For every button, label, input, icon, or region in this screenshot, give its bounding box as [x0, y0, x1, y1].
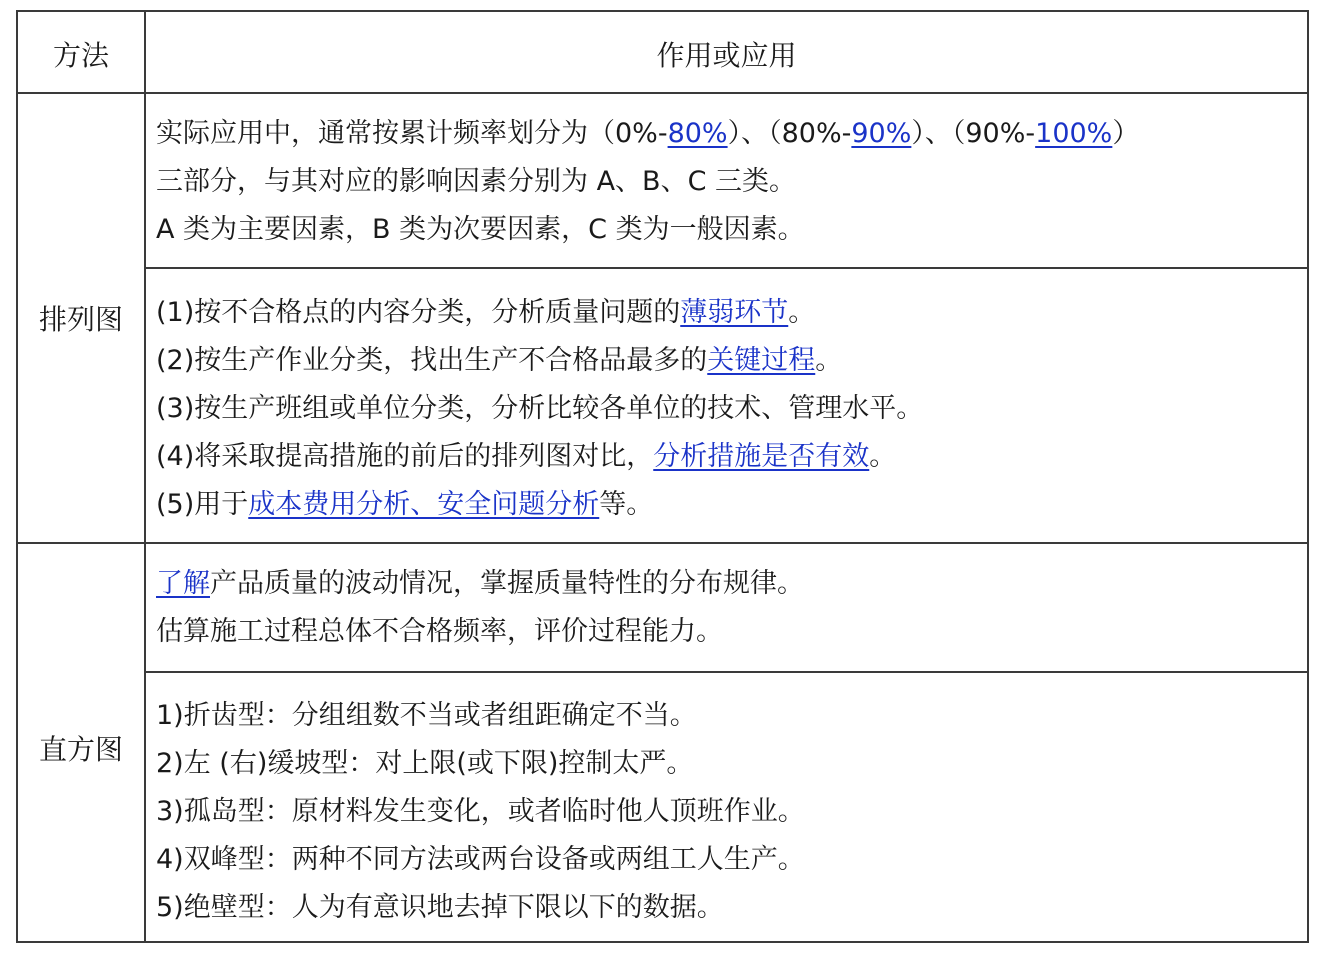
text: 实际应用中，通常按累计频率划分为（0%-: [156, 118, 668, 149]
link-weak-link[interactable]: 薄弱环节: [680, 297, 789, 328]
text: (4)将采取提高措施的前后的排列图对比，: [156, 441, 654, 472]
text: ）: [1112, 118, 1140, 149]
histogram-item-3: 3)孤岛型：原材料发生变化，或者临时他人顶班作业。: [156, 796, 805, 827]
pareto-item-3: (3)按生产班组或单位分类，分析比较各单位的技术、管理水平。: [156, 393, 924, 424]
header-method: 方法: [52, 39, 109, 72]
link-100[interactable]: 100%: [1035, 118, 1113, 149]
histogram-usage-line-1: [156, 560, 804, 608]
pareto-usage-line-1: [156, 110, 1139, 158]
header-divider: [16, 92, 1309, 94]
histogram-item-4: 4)双峰型：两种不同方法或两台设备或两组工人生产。: [156, 844, 805, 875]
pareto-usage-line-2: 三部分，与其对应的影响因素分别为 A、B、C 三类。: [156, 166, 797, 197]
link-measure-effective[interactable]: 分析措施是否有效: [653, 441, 870, 472]
pareto-item-4: [156, 433, 896, 481]
method-histogram: 直方图: [38, 733, 123, 766]
text: 。: [869, 441, 897, 472]
pareto-item-1: [156, 289, 815, 337]
pareto-item-5: [156, 481, 653, 529]
histogram-item-2: 2)左 (右)缓坡型：对上限(或下限)控制太严。: [156, 748, 694, 779]
text: ）、（90%-: [911, 118, 1036, 149]
histogram-item-1: 1)折齿型：分组组数不当或者组距确定不当。: [156, 700, 697, 731]
text: 。: [788, 297, 816, 328]
section-divider: [16, 542, 1309, 544]
text: ）、（80%-: [727, 118, 852, 149]
link-cost-safety-analysis[interactable]: 成本费用分析、安全问题分析: [248, 489, 600, 520]
text: (2)按生产作业分类，找出生产不合格品最多的: [156, 345, 708, 376]
link-understand[interactable]: 了解: [156, 568, 210, 599]
method-pareto: 排列图: [38, 303, 123, 336]
pareto-inner-divider: [144, 267, 1309, 269]
text: 。: [815, 345, 843, 376]
histogram-inner-divider: [144, 671, 1309, 673]
histogram-usage-line-2: 估算施工过程总体不合格频率，评价过程能力。: [156, 616, 723, 647]
text: 产品质量的波动情况，掌握质量特性的分布规律。: [210, 568, 804, 599]
link-90[interactable]: 90%: [851, 118, 912, 149]
column-divider: [144, 10, 146, 943]
link-key-process[interactable]: 关键过程: [707, 345, 816, 376]
histogram-item-5: 5)绝壁型：人为有意识地去掉下限以下的数据。: [156, 892, 724, 923]
pareto-item-2: [156, 337, 842, 385]
text: 等。: [599, 489, 654, 520]
header-usage: 作用或应用: [656, 39, 797, 72]
text: (5)用于: [156, 489, 249, 520]
text: (1)按不合格点的内容分类，分析质量问题的: [156, 297, 681, 328]
link-80[interactable]: 80%: [667, 118, 728, 149]
pareto-usage-line-3: A 类为主要因素，B 类为次要因素，C 类为一般因素。: [156, 214, 805, 245]
